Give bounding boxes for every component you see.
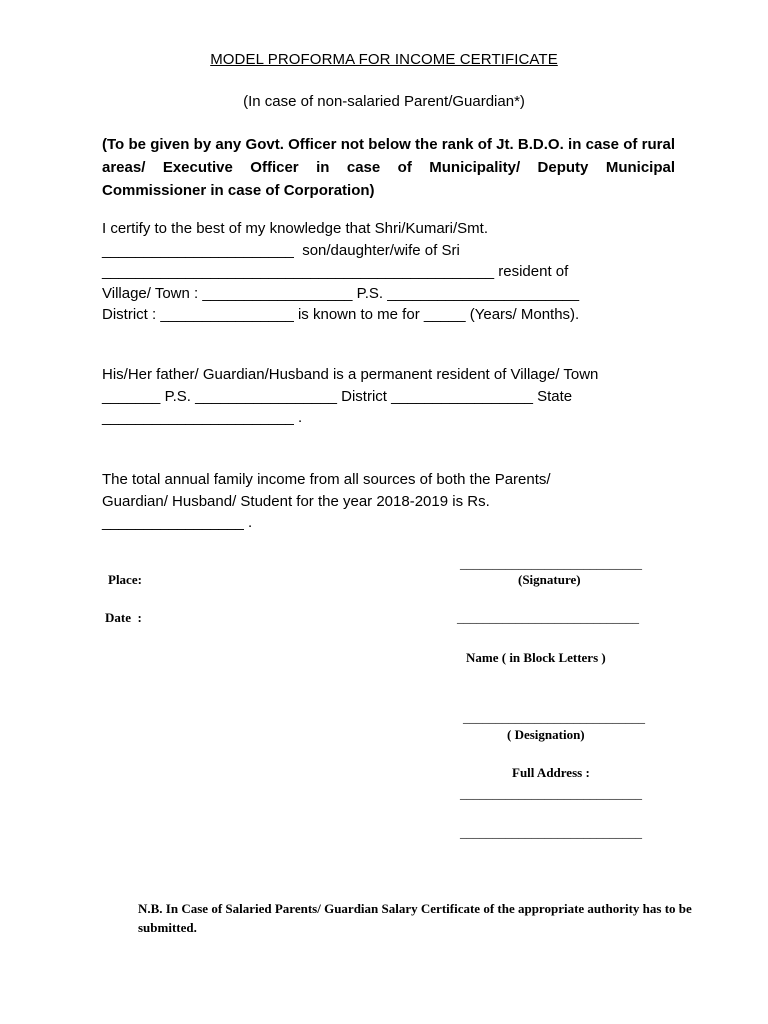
address-line: ____________________________ xyxy=(460,825,642,840)
paragraph-line: _______________________ . xyxy=(102,409,303,426)
paragraph-line: District : ________________ is known to me for _____ (Years/ Months). xyxy=(102,306,580,323)
designation-line: ____________________________ xyxy=(463,710,645,725)
paragraph-line: _______________________________________________ resident of xyxy=(102,263,569,280)
full-address-label: Full Address : xyxy=(512,765,590,780)
signature-line: ____________________________ xyxy=(460,556,642,571)
certification-paragraph xyxy=(102,218,677,326)
paragraph-line: _______ P.S. _________________ District _________________ State xyxy=(102,387,573,405)
date-label: Date : xyxy=(105,610,142,625)
paragraph-line: Guardian/ Husband/ Student for the year 2018-2019 is Rs. xyxy=(102,492,490,510)
issuing-authority-instruction: (To be given by any Govt. Officer not below the rank of Jt. B.D.O. in case of rural areas/ Executive Officer in case of Municipality/ Deputy Municipal Commissioner in case of Corporation) xyxy=(102,136,675,199)
paragraph-line: _________________ . xyxy=(102,514,253,531)
paragraph-line: _______________________ son/daughter/wife of Sri xyxy=(102,241,460,259)
name-label: Name ( in Block Letters ) xyxy=(466,650,606,665)
document-title: MODEL PROFORMA FOR INCOME CERTIFICATE xyxy=(210,51,558,68)
paragraph-line: I certify to the best of my knowledge that Shri/Kumari/Smt. xyxy=(102,220,488,237)
paragraph-line: Village/ Town : __________________ P.S. _______________________ xyxy=(102,284,580,302)
family-income-paragraph xyxy=(102,469,677,534)
name-line: ____________________________ xyxy=(457,610,639,625)
address-line: ____________________________ xyxy=(460,786,642,801)
paragraph-line: The total annual family income from all sources of both the Parents/ xyxy=(102,471,551,488)
designation-label: ( Designation) xyxy=(507,727,585,742)
place-label: Place: xyxy=(108,572,142,587)
salaried-parents-note: N.B. In Case of Salaried Parents/ Guardian Salary Certificate of the appropriate authority has to be submitted. xyxy=(138,901,692,935)
document-subtitle: (In case of non-salaried Parent/Guardian*) xyxy=(243,93,525,110)
signature-label: (Signature) xyxy=(518,572,581,587)
guardian-residence-paragraph xyxy=(102,364,677,429)
paragraph-line: His/Her father/ Guardian/Husband is a permanent resident of Village/ Town xyxy=(102,366,599,383)
